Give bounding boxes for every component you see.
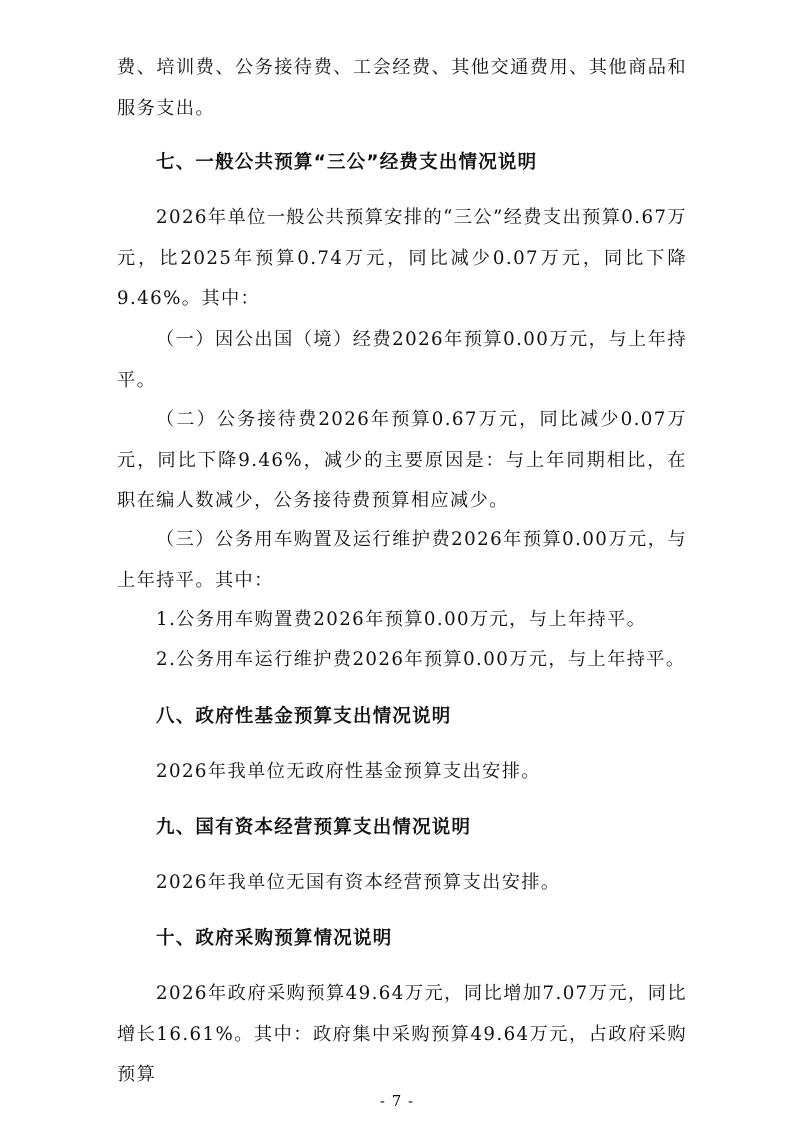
paragraph-continuation: 费、培训费、公务接待费、工会经费、其他交通费用、其他商品和服务支出。 (117, 57, 687, 119)
paragraph-vehicle-purchase: 1.公务用车购置费2026年预算0.00万元，与上年持平。 (156, 609, 647, 630)
paragraph-vehicle-maintenance: 2.公务用车运行维护费2026年预算0.00万元，与上年持平。 (156, 649, 686, 670)
paragraph-three-public-overview: 2026年单位一般公共预算安排的“三公”经费支出预算0.67万元，比2025年预算0.74万元，同比减少0.07万元，同比下降9.46%。其中： (117, 207, 687, 309)
paragraph-state-capital: 2026年我单位无国有资本经营预算支出安排。 (156, 872, 561, 893)
paragraph-outbound-travel: （一）因公出国（境）经费2026年预算0.00万元，与上年持平。 (117, 329, 687, 391)
section-heading-9: 九、国有资本经营预算支出情况说明 (156, 817, 472, 838)
section-heading-7: 七、一般公共预算“三公”经费支出情况说明 (156, 152, 538, 173)
section-heading-8: 八、政府性基金预算支出情况说明 (156, 706, 452, 727)
section-heading-10: 十、政府采购预算情况说明 (156, 928, 393, 949)
paragraph-reception-expense: （二）公务接待费2026年预算0.67万元，同比减少0.07万元，同比下降9.46%，减少的主要原因是：与上年同期相比，在职在编人数减少，公务接待费预算相应减少。 (117, 409, 687, 511)
paragraph-government-fund: 2026年我单位无政府性基金预算支出安排。 (156, 761, 541, 782)
paragraph-vehicle-expense: （三）公务用车购置及运行维护费2026年预算0.00万元，与上年持平。其中： (117, 529, 687, 591)
page-number: - 7 - (379, 1092, 415, 1110)
paragraph-procurement: 2026年政府采购预算49.64万元，同比增加7.07万元，同比增长16.61%。其中：政府集中采购预算49.64万元，占政府采购预算 (117, 983, 687, 1085)
